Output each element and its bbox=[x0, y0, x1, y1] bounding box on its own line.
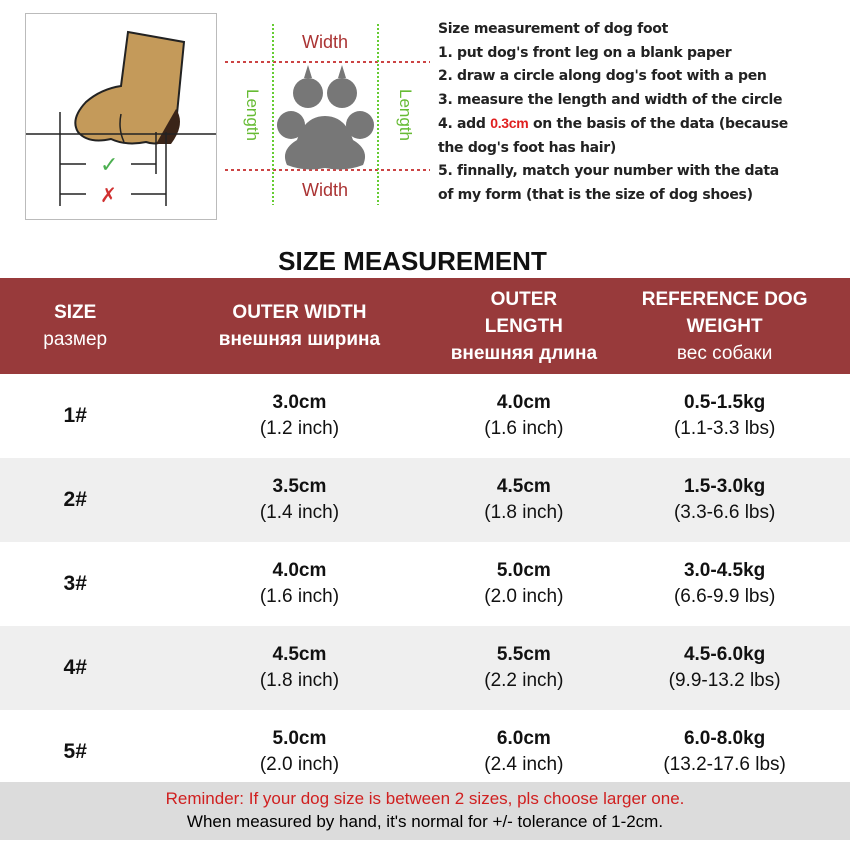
table-row bbox=[0, 542, 850, 626]
header-width: OUTER WIDTH внешняя ширина bbox=[150, 278, 448, 374]
width-cell: 3.0cm (1.2 inch) bbox=[259, 392, 340, 439]
check-icon: ✓ bbox=[100, 152, 119, 177]
size-cell: 3# bbox=[63, 572, 87, 595]
length-cell: 5.5cm (2.2 inch) bbox=[448, 626, 599, 710]
weight-cell: 0.5-1.5kg (1.1-3.3 lbs) bbox=[673, 392, 776, 439]
weight-cell: 4.5-6.0kg (9.9-13.2 lbs) bbox=[599, 626, 850, 710]
step-2: 2. draw a circle along dog's foot with a pen bbox=[438, 68, 767, 84]
weight-cell: 6.0-8.0kg (13.2-17.6 lbs) bbox=[663, 728, 786, 775]
svg-text:Width: Width bbox=[301, 180, 349, 200]
foot-measurement-illustration bbox=[25, 13, 217, 220]
cross-icon: ✗ bbox=[100, 185, 117, 207]
step-4-cont: the dog's foot has hair) bbox=[438, 139, 617, 156]
length-cell: 4.5cm (1.8 inch) bbox=[448, 458, 599, 542]
weight-cell: 3.0-4.5kg (6.6-9.9 lbs) bbox=[673, 560, 776, 607]
table-row bbox=[0, 458, 850, 542]
footer-note bbox=[0, 782, 850, 840]
header-size: SIZE размер bbox=[0, 278, 150, 374]
measurement-instructions bbox=[438, 18, 788, 207]
header-weight: REFERENCE DOG WEIGHT вес собаки bbox=[599, 278, 850, 374]
header-length: OUTER LENGTH внешняя длина bbox=[448, 278, 599, 374]
step-5: 5. finnally, match your number with the data bbox=[438, 163, 779, 179]
svg-text:Length: Length bbox=[396, 89, 415, 141]
size-cell: 2# bbox=[0, 458, 150, 542]
size-cell: 1# bbox=[63, 404, 87, 427]
reminder-text: Reminder: If your dog size is between 2 sizes, pls choose larger one. bbox=[165, 789, 685, 808]
width-cell: 3.5cm (1.4 inch) bbox=[150, 458, 448, 542]
size-cell: 4# bbox=[0, 626, 150, 710]
size-table bbox=[0, 278, 850, 794]
step-4: 4. add 0.3cm on the basis of the data (because bbox=[438, 115, 788, 132]
table-row bbox=[0, 374, 850, 458]
svg-text:Width: Width bbox=[301, 32, 349, 52]
step-5-cont: of my form (that is the size of dog shoes) bbox=[438, 186, 753, 203]
instructions-title: Size measurement of dog foot bbox=[438, 21, 668, 37]
length-cell: 4.0cm (1.6 inch) bbox=[484, 392, 564, 439]
step-3: 3. measure the length and width of the circle bbox=[438, 91, 783, 108]
table-title: SIZE MEASUREMENT bbox=[278, 246, 547, 276]
width-cell: 4.0cm (1.6 inch) bbox=[259, 560, 340, 607]
weight-cell: 1.5-3.0kg (3.3-6.6 lbs) bbox=[599, 458, 850, 542]
table-header bbox=[0, 278, 850, 374]
step-1: 1. put dog's front leg on a blank paper bbox=[438, 44, 732, 61]
width-cell: 5.0cm (2.0 inch) bbox=[259, 728, 340, 775]
tolerance-text: When measured by hand, it's normal for +/- tolerance of 1-2cm. bbox=[186, 812, 664, 831]
width-cell: 4.5cm (1.8 inch) bbox=[150, 626, 448, 710]
length-cell: 6.0cm (2.4 inch) bbox=[484, 728, 564, 775]
table-row bbox=[0, 626, 850, 710]
paw-measurement-diagram bbox=[225, 20, 430, 210]
length-cell: 5.0cm (2.0 inch) bbox=[484, 560, 564, 607]
paw-icon bbox=[277, 65, 374, 169]
svg-text:Length: Length bbox=[243, 89, 262, 141]
size-cell: 5# bbox=[63, 740, 87, 763]
